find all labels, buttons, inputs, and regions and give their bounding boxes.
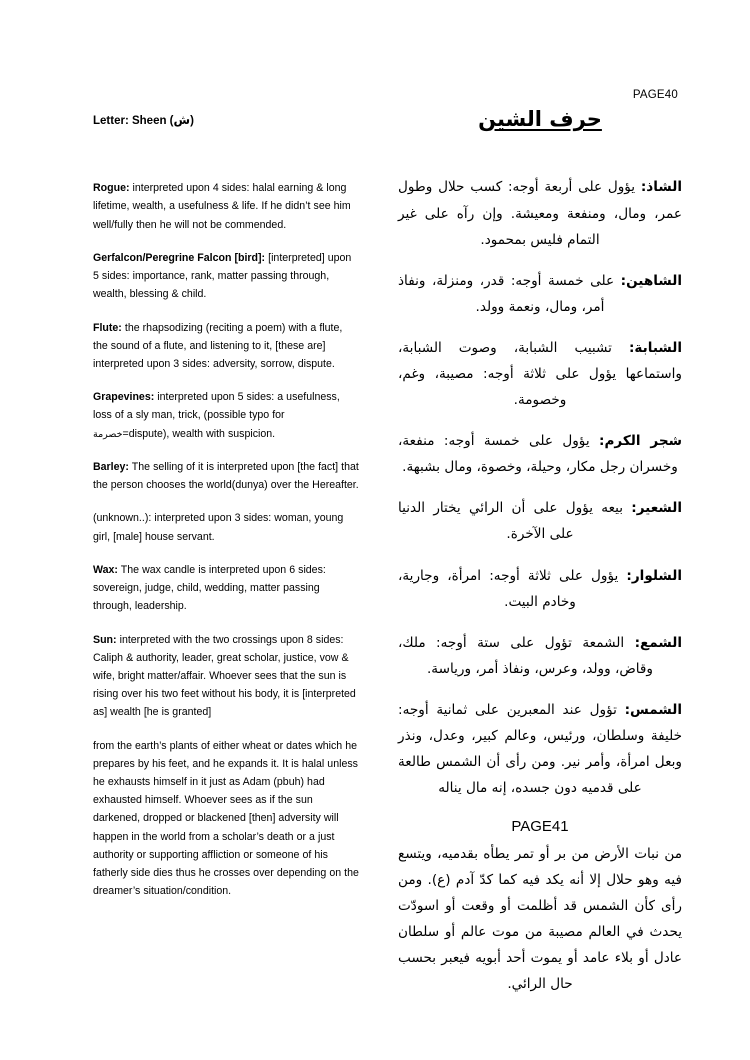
arabic-entry [398,495,682,547]
arabic-entry [398,174,682,252]
english-entry-label: Barley: [93,460,129,473]
arabic-entry-text: تشبيب الشبابة، وصوت الشبابة، واستماعها يؤول على ثلاثة أوجه: مصيبة، وغم، وخصومة. [398,339,682,409]
english-column [93,104,359,916]
english-entry-label: Gerfalcon/Peregrine Falcon [bird]: [93,251,266,264]
arabic-entry [398,268,682,320]
english-section-heading [93,104,359,130]
arabic-section-heading: حرف الشين [478,107,602,131]
arabic-entry-label: الشمع: [634,634,682,651]
page-break-marker: PAGE41 [511,818,569,836]
english-entry-text: interpreted upon 4 sides: halal earning & long lifetime, wealth, a usefulness & life. If he didn’t see him well/fully then he will not be commended. [93,182,351,231]
arabic-column [398,104,682,1012]
arabic-entry [398,335,682,413]
arabic-entry-label: الشعير: [631,500,682,517]
arabic-entry-label: الشبابة: [628,339,682,356]
arabic-entry [398,563,682,615]
arabic-entry-label: الشلوار: [626,567,682,584]
arabic-entry-text: على خمسة أوجه: قدر، ومنزلة، ونفاذ أمر، ومال، ونعمة وولد. [398,272,621,315]
arabic-entry-list-continued [398,841,682,998]
arabic-entry-text: الشمعة تؤول على ستة أوجه: ملك، وقاض، وولد، وعرس، ونفاذ أمر، ورياسة. [398,634,653,677]
english-entry-text: interpreted upon 5 sides: a usefulness, loss of a sly man, trick, (possible typo for [93,391,340,422]
english-entry-list [93,179,359,900]
arabic-entry-label: شجر الكرم: [599,433,682,450]
english-entry-text: the rhapsodizing (reciting a poem) with a flute, the sound of a flute, and listening to it, [these are] interpreted upon 3 sides: adversity, sorrow, dispute. [93,321,343,370]
english-entry-label: Rogue: [93,182,130,195]
english-entry-label: Sun: [93,633,117,646]
arabic-entry-label: الشاهين: [620,272,682,289]
english-entry-text: (unknown..): interpreted upon 3 sides: woman, young girl, [male] house servant. [93,512,344,543]
arabic-entry-text: تؤول عند المعبرين على ثمانية أوجه: خليفة وسلطان، ورئيس، وعالم كبير، وعدل، ونذر وبعل امرأة، وأمر نير. ومن رأى أن الشمس طالعة على قدميه دون جسده، إنه مال يناله [398,701,682,797]
english-entry-text-continued: =dispute), wealth with suspicion. [122,427,276,440]
english-entry-label: Wax: [93,563,118,576]
english-entry [93,388,359,443]
english-entry [93,561,359,616]
arabic-entry-text: يؤول على خمسة أوجه: منفعة، وخسران رجل مكار، وحيلة، وخصوة، ومال بشبهة. [398,433,678,476]
arabic-entry-text: يؤول على أربعة أوجه: كسب حلال وطول عمر، ومال، ومنفعة ومعيشة. وإن رآه على غير التمام فليس بمحمود. [398,179,682,248]
english-entry-text: from the earth’s plants of either wheat or dates which he prepares by his feet, and he expands it. It is halal unless he exhausts himself in it just as Adam (pbuh) had exhausted himself. Whoever sees as if the sun darkened, dropped or blackened [then] adversity will happen in the world from a scholar’s death or a just authority or supporting affliction or someone of his fatherly side dies thus he crosses over depending on the dreamer’s situation/condition. [93,739,359,898]
inline-arabic-term: خصرمة [93,428,123,440]
english-entry-text: The wax candle is interpreted upon 6 sides: sovereign, judge, child, wedding, matter passing through, leadership. [93,563,326,613]
english-entry-text: interpreted with the two crossings upon 8 sides: Caliph & authority, leader, great scholar, justice, vow & wife, bright matter/affair. Whoever sees that the sun is rising over his two feet without his body, it is [interpreted as] wealth [he is granted] [93,633,356,719]
arabic-entry-text: من نبات الأرض من بر أو تمر يطأه بقدميه، ويتسع فيه وهو حلال إلا أنه يكد فيه كما كدّ آدم (ع). ومن رأى كأن الشمس قد أظلمت أو وقعت أو اسودّت يحدث في العالم مصيبة من موت عالم أو سلطان عادل أو بلاء عامد أو يموت أحد أبويه فيعبر بحسب حال الرائي. [398,845,682,993]
english-entry [93,249,359,304]
arabic-entry [398,630,682,682]
english-heading-close-paren: ) [190,115,194,127]
english-entry-label: Flute: [93,321,122,334]
english-entry [93,319,359,374]
arabic-entry-label: الشاذ: [640,179,682,196]
english-heading-text: Letter: Sheen ( [93,115,174,127]
arabic-entry [398,697,682,801]
english-heading-arabic-letter: ش [173,113,191,127]
english-entry-text: The selling of it is interpreted upon [the fact] that the person chooses the world(dunya) over the Hereafter. [93,460,359,492]
english-entry-text: [interpreted] upon 5 sides: importance, rank, matter passing through, wealth, blessing & child. [93,251,352,301]
english-entry [93,737,359,901]
arabic-entry [398,841,682,998]
arabic-entry-label: الشمس: [624,701,682,718]
arabic-entry-text: بيعه يؤول على أن الرائي يختار الدنيا على الآخرة. [398,500,632,543]
english-entry [93,179,359,234]
arabic-entry [398,428,682,480]
arabic-entry-text: يؤول على ثلاثة أوجه: امرأة، وجارية، وخادم البيت. [398,567,627,610]
arabic-entry-list [398,174,682,801]
english-entry [93,631,359,722]
english-entry [93,458,359,494]
english-entry-label: Grapevines: [93,391,155,404]
page-number-marker: PAGE40 [632,89,678,101]
english-entry [93,509,359,545]
